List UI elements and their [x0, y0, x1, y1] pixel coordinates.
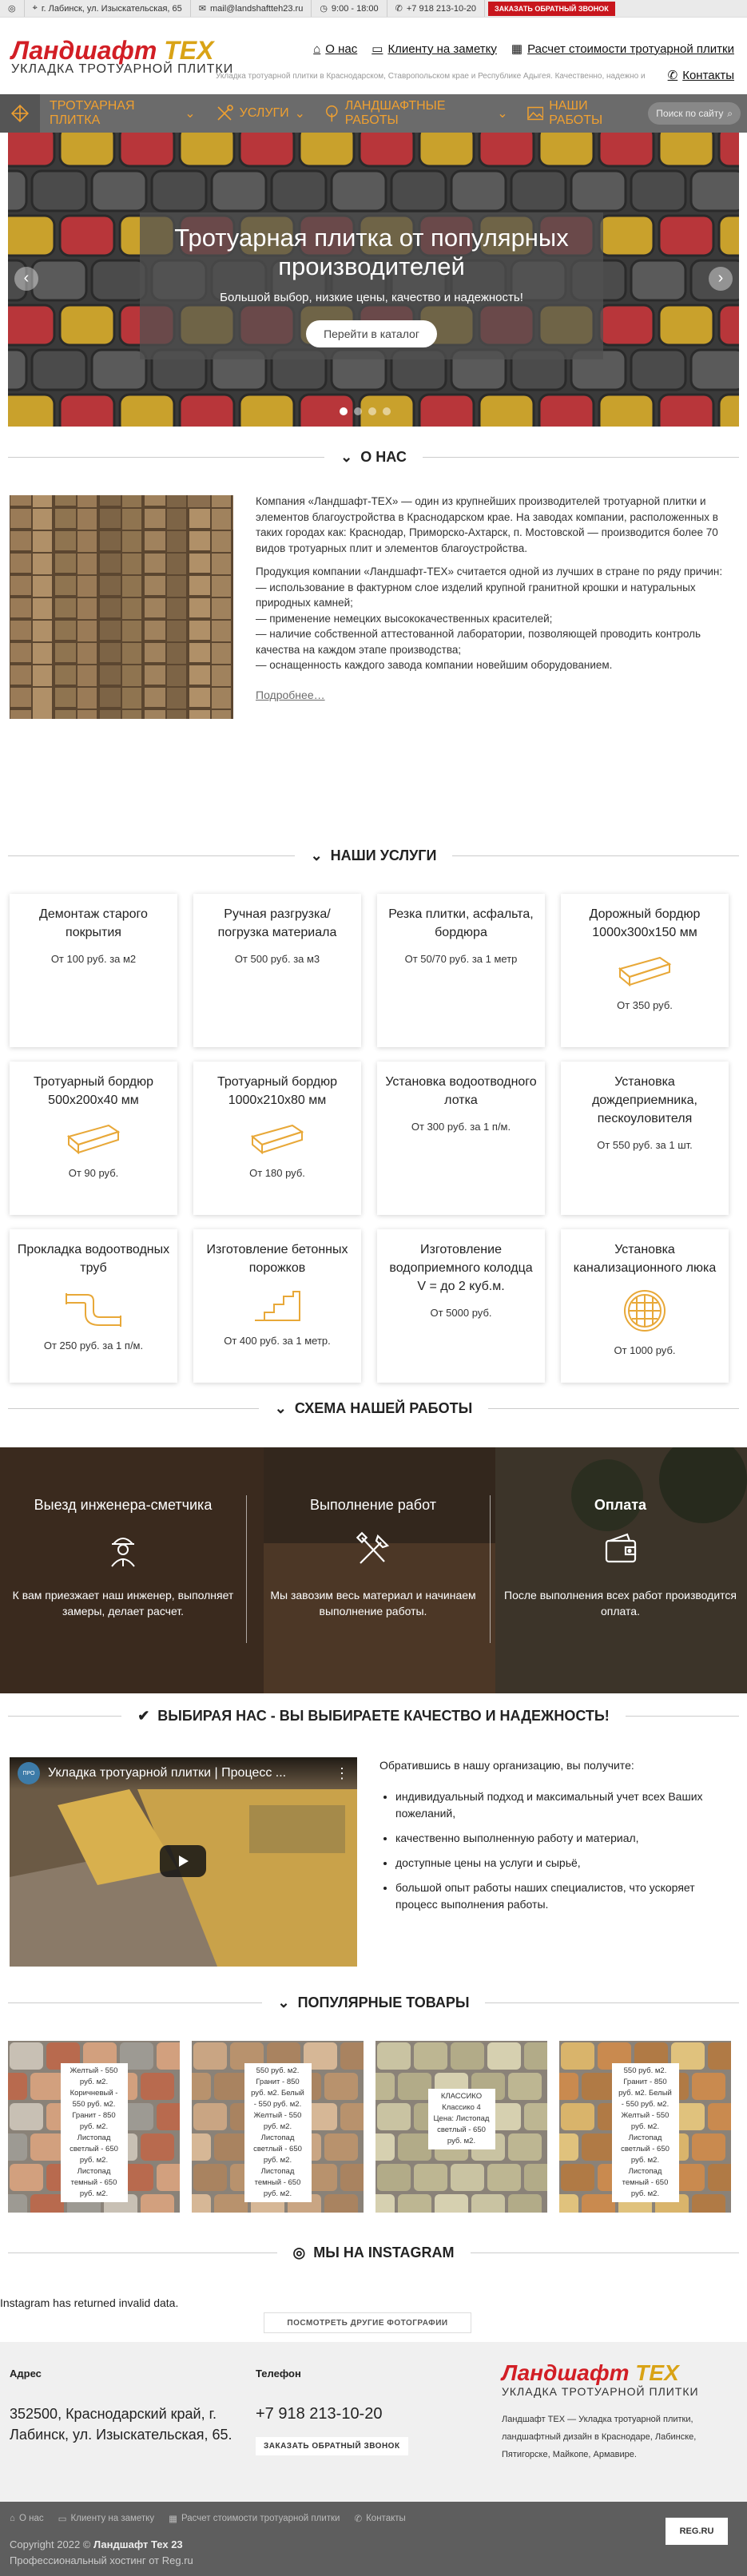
logo-name-main: Ландшафт: [11, 36, 165, 65]
service-price: От 350 руб.: [617, 999, 673, 1011]
header-slogan: Укладка тротуарной плитки в Краснодарском, Ставропольском крае и Республике Адыгея. Качественно, надежно и: [216, 72, 646, 81]
header-contacts: [668, 68, 734, 82]
product-tag-line: Листопад: [77, 2133, 111, 2142]
channel-avatar[interactable]: ПРО: [18, 1762, 40, 1784]
service-card[interactable]: [193, 1229, 361, 1383]
copyright: [10, 2537, 193, 2569]
about-more-link[interactable]: Подробнее…: [256, 688, 325, 701]
more-vert-icon[interactable]: ⋮: [335, 1764, 349, 1781]
address-item: [25, 0, 191, 17]
copyright-prefix: Copyright 2022 ©: [10, 2538, 93, 2550]
footer-brand: [502, 2361, 737, 2463]
service-title: Изготовление водоприемного колодца V = до 2 куб.м.: [389, 1243, 533, 1293]
footer: [0, 2342, 747, 2502]
mail-icon: ✉: [198, 4, 206, 14]
hero-slider: [8, 133, 739, 427]
nav-our-works[interactable]: [518, 94, 649, 133]
link-contacts-label: Контакты: [682, 68, 734, 82]
footer-logo[interactable]: [502, 2361, 737, 2398]
pipe-icon: [63, 1288, 124, 1328]
tools-icon: [352, 1528, 394, 1570]
footer-description: Ландшафт ТЕХ — Укладка тротуарной плитки, ландшафтный дизайн в Краснодаре, Лабинске, Пятигорске, Майкопе, Армавире.: [502, 2415, 697, 2459]
product-tag-line: руб. м2.: [263, 2156, 292, 2165]
tree-icon: [324, 104, 340, 123]
product-tag-line: руб. м2.: [447, 2137, 476, 2145]
hours-item: [312, 0, 387, 17]
footer-logo-name-main: Ландшафт: [502, 2360, 636, 2385]
video-player[interactable]: [10, 1757, 357, 1967]
link-about[interactable]: [313, 42, 357, 56]
product-tag-line: - 550 руб. м2.: [253, 2100, 302, 2109]
link-price-calc[interactable]: [511, 42, 734, 56]
logo-tagline: УКЛАДКА ТРОТУАРНОЙ ПЛИТКИ: [11, 62, 234, 76]
service-price: От 1000 руб.: [614, 1344, 676, 1356]
about-line: — оснащенность каждого завода компании новейшим оборудованием.: [256, 659, 613, 671]
why-bullet: • большой опыт работы наших специалистов, что ускоряет процесс выполнения работы.: [395, 1879, 731, 1913]
bookmark-icon: ▭: [372, 42, 383, 56]
phone-icon: ✆: [667, 69, 678, 82]
product-tag-line: 550 руб. м2.: [256, 2066, 300, 2075]
product-tag-line: светлый - 650: [253, 2145, 302, 2153]
more-photos-button[interactable]: ПОСМОТРЕТЬ ДРУГИЕ ФОТОГРАФИИ: [264, 2312, 471, 2333]
stairs-icon: [252, 1288, 303, 1324]
nav-tiles-label: ТРОТУАРНАЯ ПЛИТКА: [50, 99, 135, 127]
calculator-icon: ▦: [511, 42, 523, 56]
product-tag-line: Листопад: [628, 2167, 662, 2176]
slide-title: Тротуарная плитка от популярных производителей: [174, 224, 569, 280]
nav-landscape-label: ЛАНДШАФТНЫЕ РАБОТЫ: [344, 99, 446, 127]
scheme-step-title: Оплата: [594, 1497, 647, 1513]
logo-name: [11, 37, 233, 64]
calculator-icon: ▦: [169, 2514, 177, 2524]
header-links: [313, 42, 734, 56]
product-tag-line: светлый - 650: [437, 2125, 486, 2134]
product-tag-line: Цена: Листопад: [433, 2114, 490, 2123]
phone-text[interactable]: +7 918 213-10-20: [406, 3, 477, 14]
nav-home[interactable]: [0, 94, 40, 133]
service-price: От 90 руб.: [68, 1167, 119, 1179]
about-line: Продукция компании «Ландшафт-ТЕХ» считается одной из лучших в стране по ряду причин:: [256, 566, 723, 578]
why-heading-text: ВЫБИРАЯ НАС - ВЫ ВЫБИРАЕТЕ КАЧЕСТВО И НАДЕЖНОСТЬ!: [157, 1708, 610, 1724]
footer-address: [10, 2368, 241, 2445]
hours-text: 9:00 - 18:00: [331, 3, 379, 14]
product-tag-line: Листопад: [628, 2133, 662, 2142]
work-scheme-banner: [0, 1447, 747, 1693]
service-title: Тротуарный бордюр 1000х210х80 мм: [217, 1075, 337, 1107]
link-client-notes-label: Клиенту на заметку: [387, 42, 497, 56]
chevron-down-icon: ⌄: [277, 1995, 290, 2010]
link-price-calc-label: Расчет стоимости тротуарной плитки: [527, 42, 734, 56]
chevron-down-icon: ⌄: [185, 107, 196, 121]
curb-icon: [617, 953, 673, 988]
service-title: Установка дождеприемника, пескоуловителя: [592, 1075, 697, 1125]
service-price: От 400 руб. за 1 метр.: [224, 1335, 331, 1347]
engineer-icon: [102, 1528, 144, 1570]
play-button[interactable]: [160, 1845, 206, 1877]
slider-prev-arrow[interactable]: ‹: [14, 267, 38, 291]
product-tag-line: светлый - 650: [70, 2145, 118, 2153]
service-price: От 550 руб. за 1 шт.: [597, 1139, 693, 1151]
grid-icon: [11, 105, 29, 122]
footer-callback-button[interactable]: ЗАКАЗАТЬ ОБРАТНЫЙ ЗВОНОК: [256, 2437, 408, 2455]
logo-name-accent: ТЕХ: [164, 36, 214, 65]
footer-phone-label: Телефон: [256, 2368, 301, 2380]
about-line: — применение немецких высококачественных красителей;: [256, 612, 553, 625]
scheme-step: [494, 1447, 747, 1693]
scheme-step: [250, 1447, 496, 1693]
scheme-step-title: Выезд инженера-сметчика: [34, 1497, 213, 1513]
service-card[interactable]: [377, 1229, 545, 1383]
video-header: [10, 1757, 357, 1789]
bottom-link-label: О нас: [18, 2514, 44, 2523]
product-tag-line: руб. м2.: [263, 2189, 292, 2198]
product-tag-line: Гранит - 850: [623, 2078, 667, 2086]
service-title: Ручная разгрузка/ погрузка материала: [217, 907, 337, 939]
nav-services-label: УСЛУГИ: [239, 106, 289, 120]
service-card[interactable]: [561, 894, 729, 1047]
search-input[interactable]: [648, 102, 741, 125]
curb-icon: [249, 1121, 305, 1156]
product-tag-line: Коричневый -: [70, 2089, 118, 2098]
scheme-divider: [490, 1495, 491, 1643]
wallet-icon: [600, 1528, 642, 1570]
curb-icon: [66, 1121, 121, 1156]
product-price-tag: [428, 2089, 495, 2149]
email-text[interactable]: mail@landshaftteh23.ru: [209, 3, 304, 14]
scheme-step-text: После выполнения всех работ производится оплата.: [504, 1589, 737, 1617]
product-tag-line: 550 руб. м2.: [72, 2100, 116, 2109]
service-card[interactable]: [193, 894, 361, 1047]
product-tag-line: Желтый - 550: [621, 2111, 670, 2120]
product-tag-line: темный - 650: [622, 2178, 669, 2187]
service-title: Демонтаж старого покрытия: [39, 907, 148, 939]
callback-button[interactable]: ЗАКАЗАТЬ ОБРАТНЫЙ ЗВОНОК: [488, 2, 615, 16]
bottom-links: [10, 2513, 406, 2524]
services-heading: [0, 847, 747, 864]
service-title: Прокладка водоотводных труб: [17, 1243, 170, 1275]
instagram-icon: ◎: [8, 4, 16, 14]
phone-icon: ✆: [395, 4, 403, 14]
services-heading-text: НАШИ УСЛУГИ: [330, 847, 437, 863]
product-price-tag: [612, 2063, 679, 2202]
slider-next-arrow[interactable]: ›: [709, 267, 733, 291]
phone-icon: ✆: [354, 2514, 363, 2524]
service-price: От 100 руб. за м2: [50, 953, 137, 965]
slider-dot[interactable]: [368, 407, 376, 415]
product-tag-line: руб. м2.: [79, 2078, 109, 2086]
service-card[interactable]: [193, 1062, 361, 1215]
product-tag-line: руб. м2. Белый: [251, 2089, 304, 2098]
footer-address-label: Адрес: [10, 2368, 42, 2380]
instagram-heading-text: МЫ НА INSTAGRAM: [313, 2245, 455, 2260]
product-tag-line: темный - 650: [254, 2178, 301, 2187]
about-heading-text: О НАС: [360, 449, 407, 465]
slider-dot[interactable]: [383, 407, 391, 415]
bottom-link-price-calc[interactable]: [169, 2513, 340, 2524]
product-tag-line: руб. м2.: [630, 2156, 660, 2165]
instagram-icon: ◎: [292, 2245, 306, 2260]
product-tag-line: Листопад: [260, 2133, 295, 2142]
product-tag-line: руб. м2.: [79, 2189, 109, 2198]
product-tag-line: Гранит - 850: [256, 2078, 300, 2086]
product-tag-line: КЛАССИКО: [440, 2092, 483, 2101]
footer-phone: [256, 2368, 479, 2455]
footer-phone-text[interactable]: +7 918 213-10-20: [256, 2405, 383, 2423]
video-title[interactable]: Укладка тротуарной плитки | Процесс ...: [48, 1766, 287, 1780]
service-card[interactable]: [561, 1062, 729, 1215]
products-heading-text: ПОПУЛЯРНЫЕ ТОВАРЫ: [297, 1995, 470, 2010]
product-tag-line: Листопад: [77, 2167, 111, 2176]
product-tag-line: Желтый - 550: [253, 2111, 302, 2120]
footer-logo-tagline: УКЛАДКА ТРОТУАРНОЙ ПЛИТКИ: [502, 2385, 699, 2398]
product-tag-line: руб. м2.: [263, 2122, 292, 2131]
about-heading: [0, 449, 747, 466]
product-tag-line: Гранит - 850: [72, 2111, 116, 2120]
slider-dot[interactable]: [354, 407, 362, 415]
copyright-name: Ландшафт Тех 23: [93, 2538, 183, 2550]
footer-logo-name: [502, 2361, 737, 2385]
product-tag-line: светлый - 650: [621, 2145, 670, 2153]
product-tag-line: 550 руб. м2.: [623, 2066, 667, 2075]
bottom-link-label: Расчет стоимости тротуарной плитки: [181, 2514, 340, 2523]
why-bullet: • качественно выполненную работу и материал,: [395, 1830, 731, 1847]
about-line: — наличие собственной аттестованной лаборатории, позволяющей проводить контроль качества на каждом этапе производства;: [256, 628, 701, 656]
scheme-step-text: Мы завозим весь материал и начинаем выполнение работы.: [270, 1589, 476, 1617]
slide-caption: [140, 212, 603, 359]
service-title: Установка канализационного люка: [573, 1243, 717, 1275]
why-heading: [0, 1708, 747, 1725]
bottom-link-client-notes[interactable]: [58, 2513, 155, 2524]
chevron-down-icon: ⌄: [497, 107, 508, 121]
slider-dot[interactable]: [340, 407, 348, 415]
link-about-label: О нас: [325, 42, 358, 56]
service-card[interactable]: [377, 894, 545, 1047]
product-card[interactable]: [8, 2041, 180, 2213]
clock-icon: ◷: [320, 4, 328, 14]
why-intro: Обратившись в нашу организацию, вы получите:: [379, 1759, 634, 1772]
service-price: От 50/70 руб. за 1 метр: [404, 953, 518, 965]
top-bar: [0, 0, 747, 18]
why-list: [379, 1788, 731, 1913]
product-tag-line: руб. м2.: [630, 2122, 660, 2131]
product-price-tag: [61, 2063, 128, 2202]
address-text: г. Лабинск, ул. Изыскательская, 65: [41, 3, 182, 14]
logo[interactable]: [11, 37, 233, 77]
service-price: От 300 руб. за 1 п/м.: [411, 1121, 511, 1133]
service-title: Тротуарный бордюр 500х200х40 мм: [34, 1075, 153, 1107]
service-price: От 500 руб. за м3: [234, 953, 320, 965]
play-icon: [176, 1854, 190, 1868]
footer-logo-name-accent: ТЕХ: [635, 2360, 679, 2385]
scheme-heading: [0, 1400, 747, 1417]
product-tag-line: Листопад: [260, 2167, 295, 2176]
link-client-notes[interactable]: [372, 42, 497, 56]
instagram-error: Instagram has returned invalid data.: [0, 2296, 179, 2309]
service-price: От 5000 руб.: [430, 1307, 492, 1319]
tools-icon: [215, 104, 234, 123]
image-icon: [527, 105, 544, 121]
scheme-divider: [246, 1495, 247, 1643]
chevron-down-icon: ⌄: [294, 107, 306, 121]
footer-address-text: 352500, Краснодарский край, г. Лабинск, ул. Изыскательская, 65.: [10, 2406, 232, 2443]
email-item[interactable]: [191, 0, 312, 17]
chevron-down-icon: ⌄: [310, 847, 323, 863]
instagram-link[interactable]: [0, 0, 25, 17]
product-card[interactable]: [375, 2041, 547, 2213]
bottom-bar: [0, 2502, 747, 2576]
why-bullet: • доступные цены на услуги и сырьё,: [395, 1855, 731, 1871]
about-text: [256, 494, 731, 703]
bookmark-icon: ▭: [58, 2514, 67, 2524]
service-card[interactable]: [10, 1229, 177, 1383]
about-herringbone-image: [10, 495, 233, 719]
service-title: Резка плитки, асфальта, бордюра: [388, 907, 534, 939]
service-card[interactable]: [561, 1229, 729, 1383]
product-tag-line: руб. м2. Белый: [618, 2089, 672, 2098]
manhole-icon: [622, 1288, 667, 1333]
scheme-step-title: Выполнение работ: [310, 1497, 436, 1513]
link-contacts[interactable]: [668, 68, 734, 82]
products-heading: [0, 1995, 747, 2011]
why-text: [379, 1757, 731, 1921]
regru-badge[interactable]: REG.RU: [666, 2518, 728, 2545]
nav-landscape[interactable]: [315, 94, 518, 133]
slider-dots: [340, 407, 391, 415]
check-icon: ✔: [137, 1708, 150, 1724]
bottom-link-label: Контакты: [366, 2514, 406, 2523]
nav-tiles[interactable]: [40, 94, 205, 133]
phone-item[interactable]: [387, 0, 485, 17]
nav-our-works-label: НАШИ РАБОТЫ: [549, 99, 603, 127]
about-paragraph: Компания «Ландшафт-ТЕХ» — один из крупнейших производителей тротуарной плитки и элементов благоустройства в Краснодарском крае. На заводах компании, расположенных в таких городах как: Краснодар, Приморско-Ахтарск, п. Мостовской — производится более 70 видов тротуарных плит и элементов благоустройства.: [256, 495, 718, 554]
hosting-text[interactable]: Профессиональный хостинг от Reg.ru: [10, 2554, 193, 2566]
service-card[interactable]: [10, 894, 177, 1047]
about-line: — использование в фактурном слое изделий крупной гранитной крошки и натуральных природных камней;: [256, 581, 696, 609]
nav-services[interactable]: [205, 94, 315, 133]
bottom-link-about[interactable]: [10, 2513, 44, 2524]
scheme-heading-text: СХЕМА НАШЕЙ РАБОТЫ: [294, 1400, 473, 1416]
service-title: Изготовление бетонных порожков: [206, 1243, 348, 1275]
product-tag-line: руб. м2.: [79, 2156, 109, 2165]
bottom-link-label: Клиенту на заметку: [70, 2514, 155, 2523]
product-tag-line: Желтый - 550: [70, 2066, 118, 2075]
chevron-down-icon: ⌄: [340, 449, 353, 465]
bottom-link-contacts[interactable]: [354, 2513, 405, 2524]
search-placeholder: Поиск по сайту: [656, 108, 724, 119]
service-price: От 180 руб.: [249, 1167, 305, 1179]
why-bullet: • индивидуальный подход и максимальный учет всех Ваших пожеланий,: [395, 1788, 731, 1822]
service-card[interactable]: [10, 1062, 177, 1215]
service-title: Установка водоотводного лотка: [385, 1075, 537, 1107]
slide-subtitle: Большой выбор, низкие цены, качество и надежность!: [220, 291, 523, 304]
location-icon: ⌖: [32, 3, 38, 13]
home-icon: ⌂: [313, 42, 321, 56]
product-tag-line: темный - 650: [70, 2178, 117, 2187]
product-price-tag: [244, 2063, 312, 2202]
scheme-step: [0, 1447, 246, 1693]
product-tag-line: руб. м2.: [630, 2189, 660, 2198]
search-icon: ⌕: [727, 107, 733, 119]
scheme-step-text: К вам приезжает наш инженер, выполняет замеры, делает расчет.: [12, 1589, 234, 1617]
instagram-heading: [0, 2245, 747, 2261]
service-card[interactable]: [377, 1062, 545, 1215]
catalog-button[interactable]: Перейти в каталог: [306, 320, 437, 347]
product-tag-line: Классико 4: [442, 2103, 481, 2112]
product-tag-line: - 550 руб. м2.: [621, 2100, 670, 2109]
home-icon: ⌂: [10, 2514, 15, 2523]
chevron-down-icon: ⌄: [274, 1400, 287, 1416]
service-title: Дорожный бордюр 1000х300х150 мм: [589, 907, 701, 939]
main-nav: [0, 94, 747, 133]
product-card[interactable]: [559, 2041, 731, 2213]
product-card[interactable]: [192, 2041, 364, 2213]
product-tag-line: руб. м2.: [79, 2122, 109, 2131]
service-price: От 250 руб. за 1 п/м.: [43, 1340, 144, 1352]
